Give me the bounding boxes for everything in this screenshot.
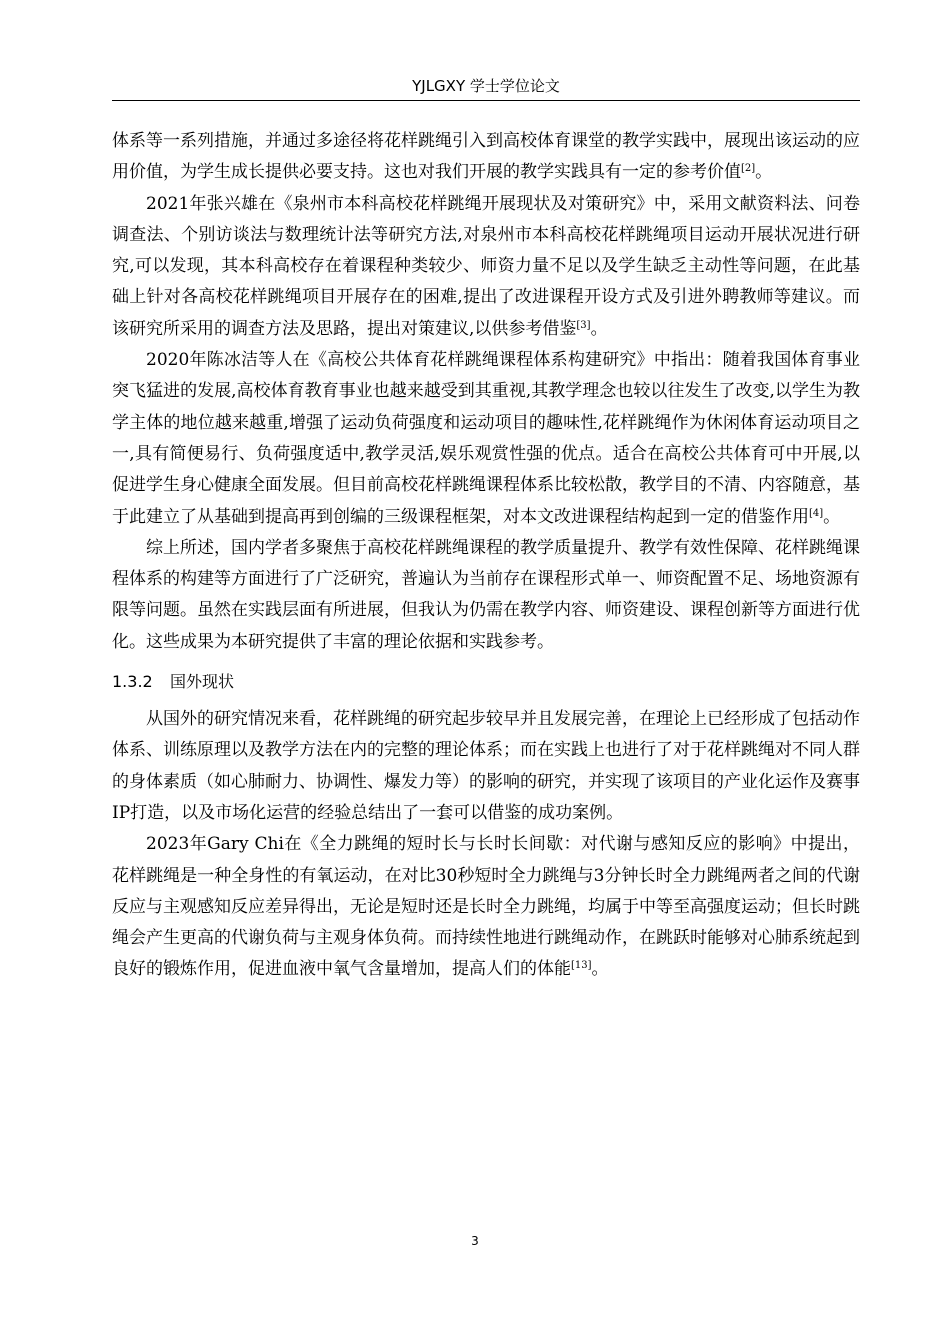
citation-ref: [2] bbox=[741, 163, 756, 175]
paragraph: 综上所述，国内学者多聚焦于高校花样跳绳课程的教学质量提升、教学有效性保障、花样跳绳课程体系的构建等方面进行了广泛研究，普遍认为当前存在课程形式单一、师资配置不足、场地资源有限等问题。虽然在实践层面有所进展，但我认为仍需在教学内容、师资建设、课程创新等方面进行优化。这些成果为本研究提供了丰富的理论依据和实践参考。 bbox=[112, 537, 860, 652]
section-number: 1.3.2 bbox=[112, 672, 153, 692]
paragraph: 2020年陈冰洁等人在《高校公共体育花样跳绳课程体系构建研究》中指出：随着我国体育事业突飞猛进的发展,高校体育教育事业也越来越受到其重视,其教学理念也较以往发生了改变,以学生为教学主体的地位越来越重,增强了运动负荷强度和运动项目的趣味性,花样跳绳作为休闲体育运动项目之一,具有简便易行、负荷强度适中,教学灵活,娱乐观赏性强的优点。适合在高校公共体育可中开展,以促进学生身心健康全面发展。但目前高校花样跳绳课程体系比较松散，教学目的不清、内容随意，基于此建立了从基础到提高再到创编的三级课程框架，对本文改进课程结构起到一定的借鉴作用[4]。 bbox=[112, 350, 860, 527]
header-rule bbox=[112, 100, 860, 101]
paragraph: 2023年Gary Chi在《全力跳绳的短时长与长时长间歇：对代谢与感知反应的影响》中提出，花样跳绳是一种全身性的有氧运动，在对比30秒短时全力跳绳与3分钟长时全力跳绳两者之间的代谢反应与主观感知反应差异得出，无论是短时还是长时全力跳绳，均属于中等至高强度运动；但长时跳绳会产生更高的代谢负荷与主观身体负荷。而持续性地进行跳绳动作，在跳跃时能够对心肺系统起到良好的锻炼作用，促进血液中氧气含量增加，提高人们的体能[13]。 bbox=[112, 834, 860, 980]
page-number: 3 bbox=[471, 1234, 479, 1248]
paragraph: 2021年张兴雄在《泉州市本科高校花样跳绳开展现状及对策研究》中，采用文献资料法、问卷调查法、个别访谈法与数理统计法等研究方法,对泉州市本科高校花样跳绳项目运动开展状况进行研究,可以发现，其本科高校存在着课程种类较少、师资力量不足以及学生缺乏主动性等问题，在此基础上针对各高校花样跳绳项目开展存在的困难,提出了改进课程开设方式及引进外聘教师等建议。而该研究所采用的调查方法及思路，提出对策建议,以供参考借鉴[3]。 bbox=[112, 193, 860, 339]
section-title: 国外现状 bbox=[170, 672, 235, 692]
running-header-title: YJLGXY 学士学位论文 bbox=[412, 77, 560, 95]
body-content bbox=[112, 126, 860, 986]
citation-ref: [13] bbox=[571, 960, 592, 972]
citation-ref: [3] bbox=[576, 319, 591, 331]
paragraph: 从国外的研究情况来看，花样跳绳的研究起步较早并且发展完善，在理论上已经形成了包括动作体系、训练原理以及教学方法在内的完整的理论体系；而在实践上也进行了对于花样跳绳对不同人群的身体素质（如心肺耐力、协调性、爆发力等）的影响的研究，并实现了该项目的产业化运作及赛事IP打造，以及市场化运营的经验总结出了一套可以借鉴的成功案例。 bbox=[112, 709, 860, 823]
citation-ref: [4] bbox=[809, 507, 824, 519]
paragraph-continued: 体系等一系列措施，并通过多途径将花样跳绳引入到高校体育课堂的教学实践中，展现出该运动的应用价值，为学生成长提供必要支持。这也对我们开展的教学实践具有一定的参考价值[2]。 bbox=[112, 131, 860, 183]
section-heading bbox=[112, 672, 860, 692]
